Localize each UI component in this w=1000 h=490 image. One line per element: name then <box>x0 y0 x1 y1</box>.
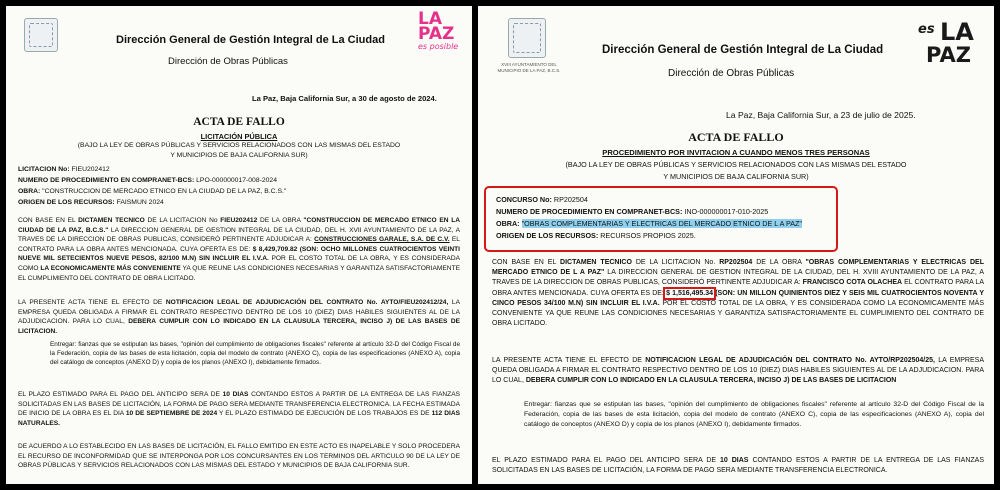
procedure-fields <box>496 194 802 242</box>
field-row: ORIGEN DE LOS RECURSOS: FAISMUN 2024 <box>18 199 164 206</box>
paragraph-deliverables: Entregar: fianzas que se estipulan las bases, "opinión del cumplimiento de obligaciones fiscales" referente al artículo 32-D del Código Fiscal de la Federación, copia de las bases de esta licitación, copia del modelo de contrato (ANEXO C), copia de las especificaciones (ANEXO A), copia del catálogo de conceptos (ANEXO D) y copia de los planos (ANEXO I), debidamente firmados. <box>524 401 984 428</box>
acta-title: ACTA DE FALLO <box>193 116 285 128</box>
field-row: OBRA: "CONSTRUCCION DE MERCADO ETNICO EN LA CIUDAD DE LA PAZ, B.C.S." <box>18 188 287 195</box>
header-subtitle: Dirección de Obras Públicas <box>668 68 795 79</box>
municipal-seal-icon <box>24 18 58 52</box>
header-subtitle: Dirección de Obras Públicas <box>168 56 288 67</box>
paragraph-payment: EL PLAZO ESTIMADO PARA EL PAGO DEL ANTICIPO SERA DE 10 DIAS CONTANDO ESTOS A PARTIR DE LA ENTREGA DE LAS FIANZAS SOLICITADAS EN LAS BASES DE LICITACIÓN, LA FORMA DE PAGO SERA MEDIANTE TRANSFERENCIA ELECTRONICA. LA FECHA ESTIMADA DE INICIO DE LA OBRA ES EL DIA 10 DE SEPTIEMBRE DE 2024 Y EL PLAZO ESTIMADO DE EJECUCIÓN DE LOS TRABAJOS ES DE 112 DIAS NATURALES. <box>18 391 460 427</box>
la-paz-logo: LA PAZ es posible <box>418 9 459 51</box>
field-row: LICITACION No: FIEU202412 <box>18 166 110 173</box>
paragraph-appeal: DE ACUERDO A LO ESTABLECIDO EN LAS BASES DE LICITACIÓN, EL FALLO EMITIDO EN ESTE ACTO ES INAPELABLE Y SOLO PROCEDERA EL RECURSO DE INCONFORMIDAD QUE SE INTERPONGA POR LOS CONCURSANTES EN LOS TERMINOS DEL ARTICULO 90 DE LA LEY DE OBRAS PÚBLICAS Y SERVICIOS RELACIONADOS CON LAS MISMAS DEL ESTADO Y MUNICIPIOS DE BAJA CALIFORNIA SUR. <box>18 443 460 470</box>
paragraph-notification: LA PRESENTE ACTA TIENE EL EFECTO DE NOTIFICACION LEGAL DE ADJUDICACIÓN DEL CONTRATO No. AYTO/FIEU202412/24, LA EMPRESA QUEDA OBLIGADA A FIRMAR EL CONTRATO RESPECTIVO DENTRO DE LOS 10 (DIEZ) DIAS HABILES SIGUIENTES AL DE LA ADJUDICACION. PARA LO CUAL, DEBERA CUMPLIR CON LO INDICADO EN LA CLAUSULA TERCERA, INCISO J) DE LAS BASES DE LICITACION. <box>18 299 461 335</box>
header-title: Dirección General de Gestión Integral de La Ciudad <box>602 44 884 56</box>
law-line-2: Y MUNICIPIOS DE BAJA CALIFORNIA SUR) <box>663 172 809 181</box>
procedure-fields <box>18 164 286 208</box>
acta-title: ACTA DE FALLO <box>688 130 784 144</box>
document-2025: XVIII AYUNTAMIENTO DEL MUNICIPIO DE LA PAZ, B.C.S. es LA PAZ Dirección General de Gestión Integral de La Ciudad Dirección de Obras Públicas La Paz, Baja California Sur, a 23 de julio de 2025. ACTA DE FALLO PROCEDIMIENTO POR INVITACION A CUANDO MENOS TRES PERSONAS (BAJO LA LEY DE OBRAS PÚBLICAS Y SERVICIOS RELACIONADOS CON LAS MISMAS DEL ESTADO Y MUNICIPIOS DE BAJA CALIFORNIA SUR) CONCURSO No: RP202504 NUMERO DE PROCEDIMIENTO EN COMPRANET-BCS: INO-000000017-010-2025 OBRA: "OBRAS COMPLEMENTARIAS Y ELECTRICAS DEL MERCADO ETNICO DE L A PAZ" ORIGEN DE LOS RECURSOS: RECURSOS PROPIOS 2025. CON BASE EN EL DICTAMEN TECNICO DE LA LICITACION No. RP202504 DE LA OBRA "OBRAS COMPLEMENTARIAS Y ELECTRICAS DEL MERCADO ETNICO DE L A PAZ" LA DIRECCION GENERAL DE GESTION INTEGRAL DE LA CIUDAD, DEL H. XVIII AYUNTAMIENTO DE LA PAZ, A TRAVES DE LA DIRECCION DE OBRAS PUBLICAS, CONSIDERÓ PERTINENTE ADJUDICAR A: FRANCISCO COTA OLACHEA EL CONTRATO PARA LA OBRA ANTES MENCIONADA. CUYA OFERTA ES DE: $ 1,516,495.34 (SON: UN MILLON QUINIENTOS DIEZ Y SEIS MIL CUATROCIENTOS NOVENTA Y CINCO PESOS 34/100 M.N) SIN INCLUIR EL I.V.A. POR EL COSTO TOTAL DE LA OBRA, Y ES CONSIDERADA COMO LA ECONOMICAMENTE MÁS CONVENIENTE YA QUE REUNE LAS CONDICIONES NECESARIAS Y GARANTIZA SATISFACTORIAMENTE EL CUMPLIMIENTO DEL CONTRATO DE OBRA LICITADO. LA PRESENTE ACTA TIENE EL EFECTO DE NOTIFICACION LEGAL DE ADJUDICACIÓN DEL CONTRATO No. AYTO/RP202504/25, LA EMPRESA QUEDA OBLIGADA A FIRMAR EL CONTRATO RESPECTIVO DENTRO DE LOS 10 (DIEZ) DIAS HABILES SIGUIENTES AL DE LA ADJUDICACION. PARA LO CUAL, DEBERA CUMPLIR CON LO INDICADO EN LA CLAUSULA TERCERA, INCISO J) DE LAS BASES DE LICITACION Entregar: fianzas que se estipulan las bases, "opinión del cumplimiento de obligaciones fiscales" referente al artículo 32-D del Código Fiscal de la Federación, copia de las bases de esta licitación, copia del modelo de contrato (ANEXO C), copia de las especificaciones (ANEXO A), copia del catálogo de conceptos (ANEXO D) y copia de los planos (ANEXO I), debidamente firmados. EL PLAZO ESTIMADO PARA EL PAGO DEL ANTICIPO SERA DE 10 DIAS CONTANDO ESTOS A PARTIR DE LA ENTREGA DE LAS FIANZAS SOLICITADAS EN LAS BASES DE LICITACIÓN, LA FORMA DE PAGO SERA MEDIANTE TRANSFERENCIA ELECTRONICA. <box>478 6 994 484</box>
paragraph-deliverables: Entregar: fianzas que se estipulan las bases, "opinión del cumplimiento de obligaciones fiscales" referente al artículo 32-D del Código Fiscal de la Federación, copia de las bases de esta licitación, copia del modelo de contrato (ANEXO C), copia de las especificaciones (ANEXO A), copia del catálogo de conceptos (ANEXO D) y copia de los planos (ANEXO I), debidamente firmados. <box>50 341 460 367</box>
procedure-type: PROCEDIMIENTO POR INVITACION A CUANDO MENOS TRES PERSONAS <box>602 148 870 157</box>
offer-amount-annotated: $ 1,516,495.34 <box>666 289 714 297</box>
paragraph-payment: EL PLAZO ESTIMADO PARA EL PAGO DEL ANTICIPO SERA DE 10 DIAS CONTANDO ESTOS A PARTIR DE LA ENTREGA DE LAS FIANZAS SOLICITADAS EN LAS BASES DE LICITACIÓN, LA FORMA DE PAGO SERA MEDIANTE TRANSFERENCIA ELECTRONICA. <box>492 457 984 475</box>
paragraph-award: CON BASE EN EL DICTAMEN TECNICO DE LA LICITACION No FIEU202412 DE LA OBRA "CONSTRUCCION DE MERCADO ETNICO EN LA CIUDAD DE LA PAZ, B.C.S." LA DIRECCION GENERAL DE GESTION INTEGRAL DE LA CIUDAD, DEL H. XVII AYUNTAMIENTO DE LA PAZ, A TRAVES DE LA DIRECCION DE OBRAS PUBLICAS, CONSIDERÓ PERTINENTE ADJUDICAR A: CONSTRUCCIONES GARALE, S.A. DE C.V. EL CONTRATO PARA LA OBRA ANTES MENCIONADA. CUYA OFERTA ES DE: $ 8,429,709.82 (SON: OCHO MILLONES CUATROCIENTOS VEINTI NUEVE MIL SETECIENTOS NUEVE PESOS, 82/100 M.N) SIN INCLUIR EL I.V.A. POR EL COSTO TOTAL DE LA OBRA, Y ES CONSIDERADA COMO LA ECONOMICAMENTE MÁS CONVENIENTE YA QUE REUNE LAS CONDICIONES NECESARIAS Y GARANTIZA SATISFACTORIAMENTE EL CUMPLIMIENTO DEL CONTRATO DE OBRA LICITADO. <box>18 217 461 282</box>
municipal-seal-icon <box>508 18 546 58</box>
field-row: OBRA: "OBRAS COMPLEMENTARIAS Y ELECTRICAS DEL MERCADO ETNICO DE L A PAZ" <box>496 219 802 228</box>
paragraph-award: CON BASE EN EL DICTAMEN TECNICO DE LA LICITACION No. RP202504 DE LA OBRA "OBRAS COMPLEMENTARIAS Y ELECTRICAS DEL MERCADO ETNICO DE L A PAZ" LA DIRECCION GENERAL DE GESTION INTEGRAL DE LA CIUDAD, DEL H. XVIII AYUNTAMIENTO DE LA PAZ, A TRAVES DE LA DIRECCION DE OBRAS PUBLICAS, CONSIDERÓ PERTINENTE ADJUDICAR A: FRANCISCO COTA OLACHEA EL CONTRATO PARA LA OBRA ANTES MENCIONADA. CUYA OFERTA ES DE: $ 1,516,495.34 (SON: UN MILLON QUINIENTOS DIEZ Y SEIS MIL CUATROCIENTOS NOVENTA Y CINCO PESOS 34/100 M.N) SIN INCLUIR EL I.V.A. POR EL COSTO TOTAL DE LA OBRA, Y ES CONSIDERADA COMO LA ECONOMICAMENTE MÁS CONVENIENTE YA QUE REUNE LAS CONDICIONES NECESARIAS Y GARANTIZA SATISFACTORIAMENTE EL CUMPLIMIENTO DEL CONTRATO DE OBRA LICITADO. <box>492 259 985 328</box>
field-row: CONCURSO No: RP202504 <box>496 195 588 204</box>
law-line-1: (BAJO LA LEY DE OBRAS PÚBLICAS Y SERVICIOS RELACIONADOS CON LAS MISMAS DEL ESTADO <box>565 160 907 169</box>
seal-caption: XVIII AYUNTAMIENTO DEL MUNICIPIO DE LA PAZ, B.C.S. <box>497 62 561 73</box>
document-2024 <box>6 6 472 484</box>
field-row: NUMERO DE PROCEDIMIENTO EN COMPRANET-BCS: INO-000000017-010-2025 <box>496 207 769 216</box>
field-row: ORIGEN DE LOS RECURSOS: RECURSOS PROPIOS 2025. <box>496 231 696 240</box>
law-line-1: (BAJO LA LEY DE OBRAS PÚBLICAS Y SERVICIOS RELACIONADOS CON LAS MISMAS DEL ESTADO <box>77 142 401 149</box>
paragraph-notification: LA PRESENTE ACTA TIENE EL EFECTO DE NOTIFICACION LEGAL DE ADJUDICACIÓN DEL CONTRATO No. AYTO/RP202504/25, LA EMPRESA QUEDA OBLIGADA A FIRMAR EL CONTRATO RESPECTIVO DENTRO DE LOS 10 (DIEZ) DIAS HABILES SIGUIENTES AL DE LA ADJUDICACION. PARA LO CUAL, DEBERA CUMPLIR CON LO INDICADO EN LA CLAUSULA TERCERA, INCISO J) DE LAS BASES DE LICITACION <box>492 357 984 385</box>
procedure-type: LICITACIÓN PÚBLICA <box>200 132 278 141</box>
field-row: NUMERO DE PROCEDIMIENTO EN COMPRANET-BCS: LPO-000000017-008-2024 <box>18 177 277 184</box>
header-title: Dirección General de Gestión Integral de La Ciudad <box>116 34 385 46</box>
place-date: La Paz, Baja California Sur, a 23 de julio de 2025. <box>726 110 916 120</box>
law-line-2: Y MUNICIPIOS DE BAJA CALIFORNIA SUR) <box>170 152 308 159</box>
place-date: La Paz, Baja California Sur, a 30 de agosto de 2024. <box>252 94 437 103</box>
